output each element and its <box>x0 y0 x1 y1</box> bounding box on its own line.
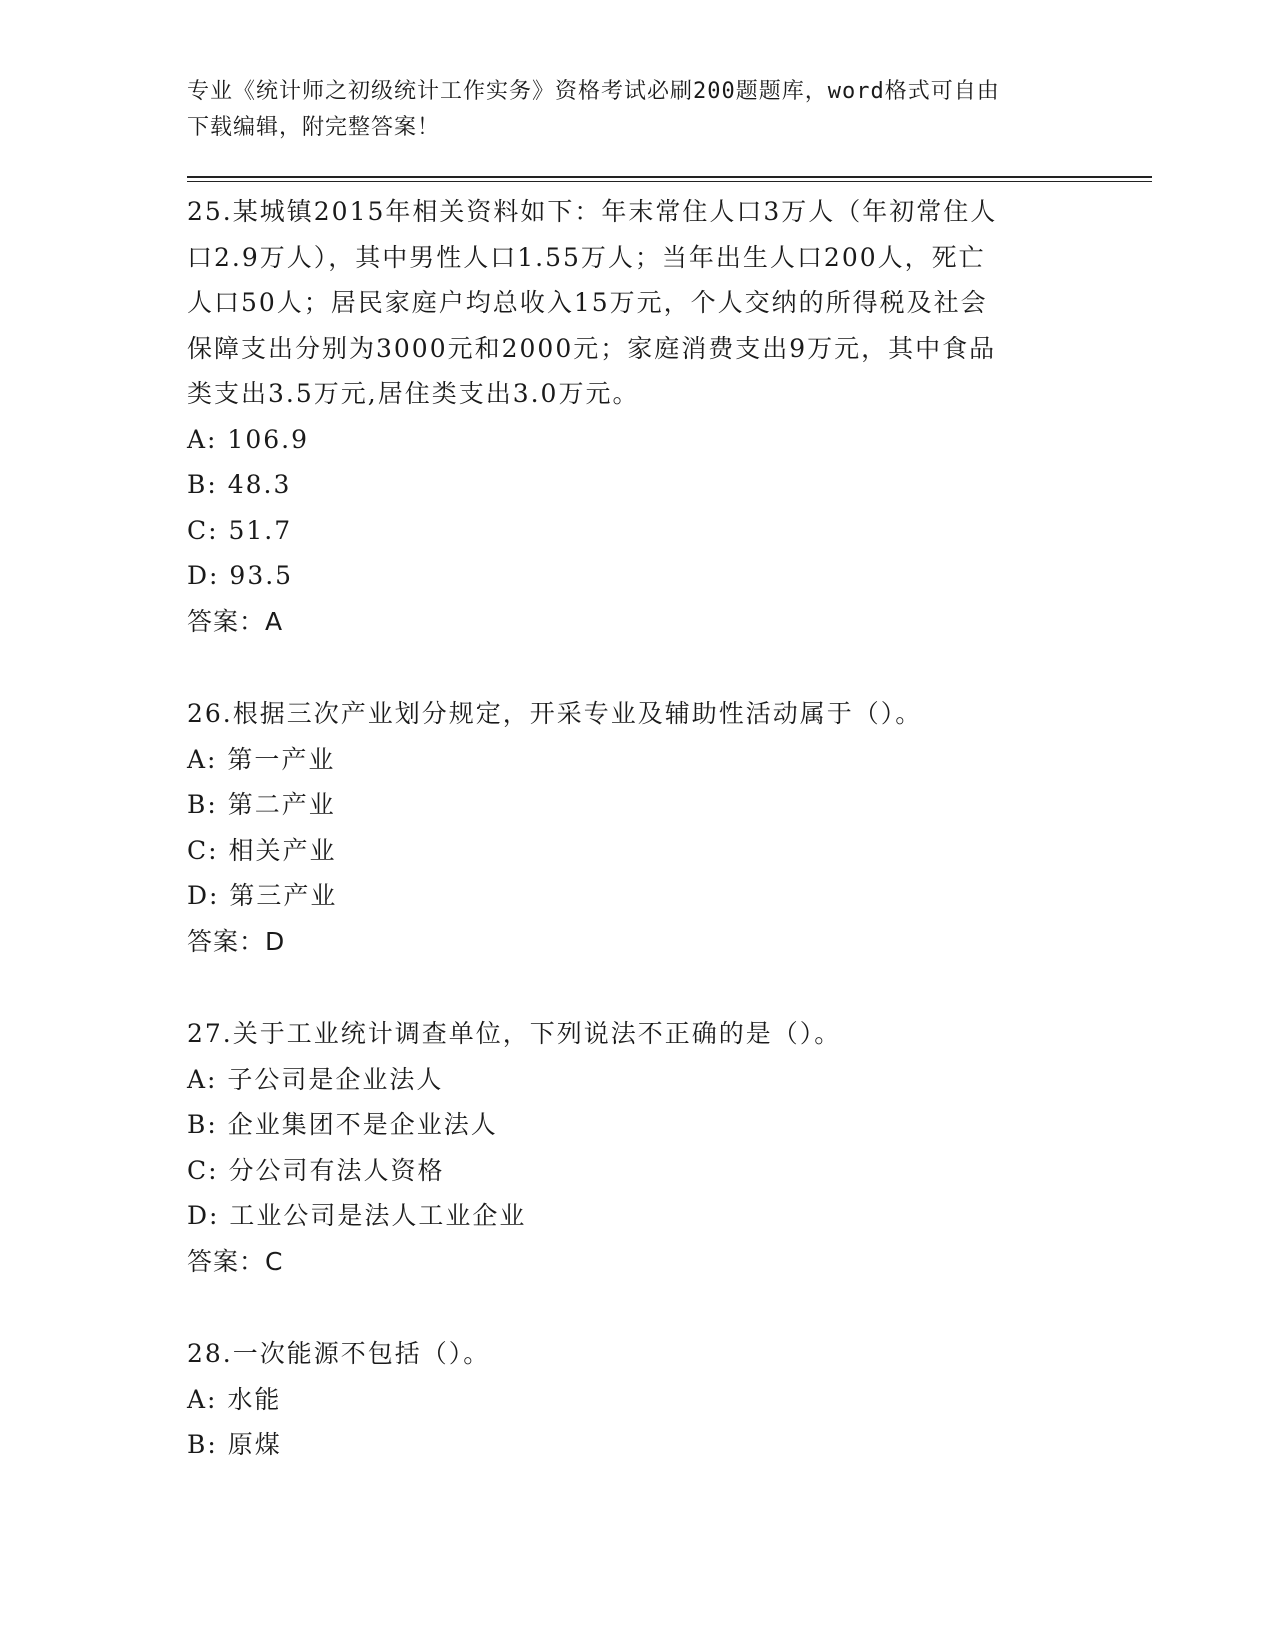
option-b: B: 企业集团不是企业法人 <box>187 1110 498 1139</box>
answer-text: 答案：D <box>187 926 286 956</box>
option-a: A: 子公司是企业法人 <box>187 1064 444 1094</box>
option-d: D: 第三产业 <box>187 881 338 910</box>
option-b: B: 48.3 <box>187 470 292 499</box>
answer-text: 答案：A <box>187 606 284 636</box>
question-stem: 28.一次能源不包括（）。 <box>187 1339 491 1368</box>
question-26 <box>187 691 1087 964</box>
question-list <box>187 189 1087 1515</box>
question-stem: 人口50人；居民家庭户均总收入15万元，个人交纳的所得税及社会 <box>187 288 988 317</box>
option-d: D: 93.5 <box>187 561 294 590</box>
option-b: B: 原煤 <box>187 1430 282 1459</box>
header-line: 专业《统计师之初级统计工作实务》资格考试必刷200题题库，word格式可自由 <box>187 79 1000 104</box>
option-d: D: 工业公司是法人工业企业 <box>187 1201 527 1230</box>
question-25 <box>187 189 1087 644</box>
question-27 <box>187 1011 1087 1284</box>
question-28 <box>187 1331 1087 1468</box>
document-header <box>187 74 1067 146</box>
header-divider-thick <box>187 176 1152 178</box>
option-a: A: 水能 <box>187 1384 282 1414</box>
question-stem: 26.根据三次产业划分规定，开采专业及辅助性活动属于（）。 <box>187 699 923 728</box>
question-stem: 口2.9万人），其中男性人口1.55万人；当年出生人口200人，死亡 <box>187 242 986 272</box>
question-stem: 25.某城镇2015年相关资料如下：年末常住人口3万人（年初常住人 <box>187 197 998 226</box>
question-stem: 27.关于工业统计调查单位，下列说法不正确的是（）。 <box>187 1019 842 1048</box>
question-stem: 类支出3.5万元,居住类支出3.0万元。 <box>187 379 640 408</box>
answer-text: 答案：C <box>187 1246 284 1276</box>
option-a: A: 第一产业 <box>187 744 336 774</box>
option-c: C: 相关产业 <box>187 835 337 865</box>
option-a: A: 106.9 <box>187 424 309 454</box>
header-divider-thin <box>187 181 1152 182</box>
question-stem: 保障支出分别为3000元和2000元；家庭消费支出9万元，其中食品 <box>187 333 997 363</box>
header-line: 下载编辑，附完整答案！ <box>187 115 441 140</box>
option-b: B: 第二产业 <box>187 790 336 819</box>
option-c: C: 分公司有法人资格 <box>187 1155 445 1185</box>
option-c: C: 51.7 <box>187 515 293 545</box>
